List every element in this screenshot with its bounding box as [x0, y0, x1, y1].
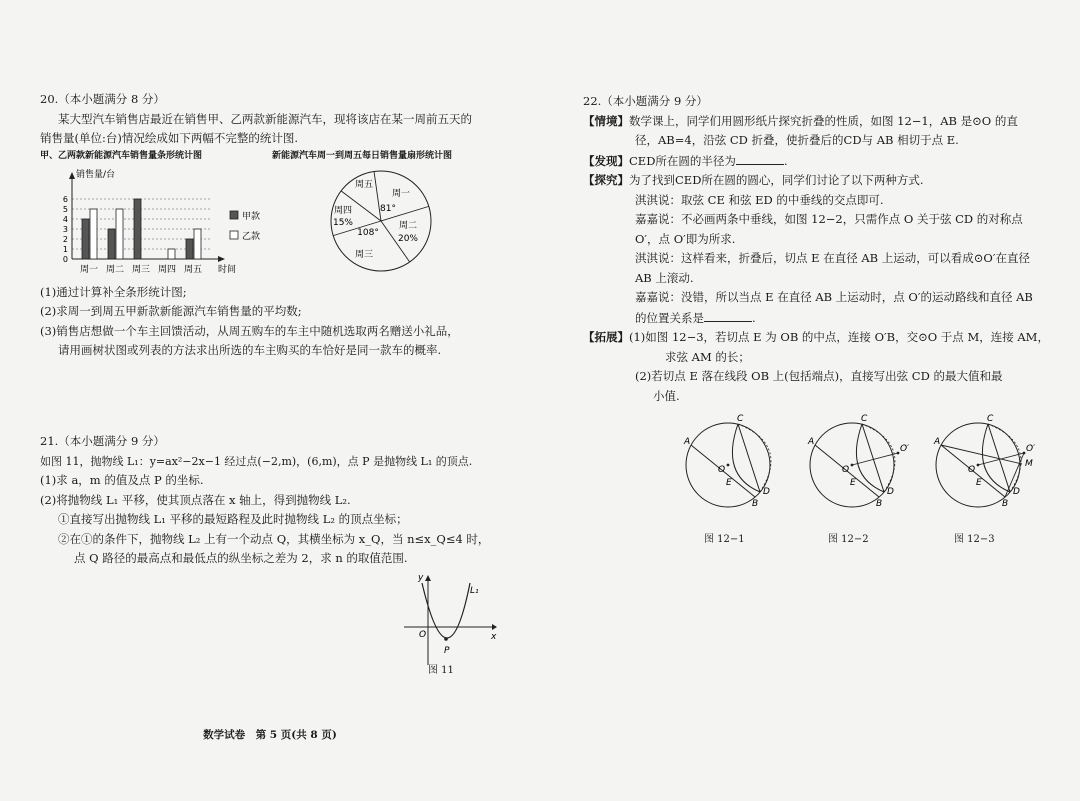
tag-tanjiu: 【探究】	[583, 173, 629, 187]
bar-jia	[134, 199, 141, 259]
tuozhan-line2a: (2)若切点 E 落在线段 OB 上(包括端点)，直接写出弦 CD 的最大值和最	[635, 369, 1003, 383]
y-axis-title: 销售量/台	[76, 169, 116, 180]
pie-label: 20%	[397, 233, 419, 244]
q20-stem-line1: 某大型汽车销售店最近在销售甲、乙两款新能源汽车，现将该店在某一周前五天的	[58, 111, 472, 126]
pie-chart	[326, 165, 436, 277]
jiajia-line2a: 嘉嘉说：没错，所以当点 E 在直径 AB 上运动时，点 O′的运动路线和直径 AB	[635, 290, 1033, 304]
y-tick-label: 3	[62, 224, 68, 234]
y-tick-label: 4	[62, 214, 68, 224]
figure-11-caption: 图 11	[428, 664, 454, 676]
point-label: D	[763, 487, 770, 497]
pie-label: 108°	[357, 227, 379, 238]
q20-sub2: (2)求周一到周五甲新款新能源汽车销售量的平均数;	[40, 304, 302, 318]
pie-label: 周一	[391, 188, 411, 199]
q20-sub1: (1)通过计算补全条形统计图;	[40, 284, 187, 299]
point-label: O′	[1026, 444, 1036, 454]
q20-stem-line2: 销售量(单位:台)情况绘成如下两幅不完整的统计图.	[40, 131, 299, 145]
figure-12-caption: 图 12−2	[828, 534, 869, 545]
bar-yi	[194, 229, 201, 259]
pie-label: 周二	[398, 220, 418, 231]
point-label: B	[876, 499, 883, 509]
pie-chart-title: 新能源汽车周一到周五每日销售量扇形统计图	[272, 150, 453, 161]
pie-label: 周四	[333, 205, 353, 216]
pie-label: 周三	[354, 249, 374, 260]
point-label: O	[968, 465, 976, 475]
bar-chart-title: 甲、乙两款新能源汽车销售量条形统计图	[40, 150, 203, 161]
point-label: E	[726, 478, 732, 488]
qingjing-line1: 数学课上，同学们用圆形纸片探究折叠的性质，如图 12−1，AB 是⊙O 的直	[629, 113, 1018, 128]
tag-tuozhan: 【拓展】	[583, 330, 629, 344]
bar-yi	[116, 209, 123, 259]
q21-sub2a: ①直接写出抛物线 L₁ 平移的最短路程及此时抛物线 L₂ 的顶点坐标；	[58, 512, 408, 526]
x-tick-label: 周四	[157, 264, 177, 275]
point-label: A	[808, 437, 815, 447]
figure-12-caption: 图 12−1	[704, 534, 745, 545]
jiajia-line2b: 的位置关系是	[635, 310, 704, 325]
q20-sub3a: (3)销售店想做一个车主回馈活动，从周五购车的车主中随机选取两名赠送小礼品，	[40, 323, 459, 338]
jiajia-line1b: O′，点 O′即为所求.	[635, 231, 736, 246]
y-tick-label: 6	[62, 194, 68, 204]
point-label: C	[861, 414, 868, 424]
bar-chart	[48, 169, 268, 281]
y-tick-label: 2	[62, 234, 68, 244]
page-footer: 数学试卷 第 5 页(共 8 页)	[203, 729, 337, 741]
y-tick-label: 0	[62, 254, 68, 264]
jiajia-line1a: 嘉嘉说：不必画两条中垂线，如图 12−2，只需作点 O 关于弦 CD 的对称点	[635, 212, 1023, 226]
bar-jia	[186, 239, 193, 259]
x-tick-label: 周一	[79, 264, 99, 275]
point-label: B	[1002, 499, 1009, 509]
y-tick-label: 5	[62, 204, 68, 214]
point-label: O	[842, 465, 850, 475]
point-label: O′	[900, 444, 910, 454]
circle-fold-figure	[676, 410, 796, 510]
q20-sub3b: 请用画树状图或列表的方法求出所选的车主购买的车恰好是同一款车的概率.	[58, 343, 442, 357]
q22-header: 22.（本小题满分 9 分）	[583, 94, 708, 108]
parabola-figure	[400, 573, 500, 669]
y-axis-label: y	[418, 572, 424, 583]
question-21	[40, 432, 510, 679]
q20-header: 20.（本小题满分 8 分）	[40, 92, 165, 106]
pie-label: 81°	[380, 203, 396, 214]
faxian-text: CED所在圆的半径为	[629, 153, 736, 168]
pie-label: 15%	[332, 217, 354, 228]
y-axis-arrow	[69, 172, 75, 179]
origin-label: O	[419, 629, 427, 640]
point-label: E	[850, 478, 856, 488]
tag-faxian: 【发现】	[583, 153, 629, 168]
question-20	[40, 90, 510, 361]
q21-sub2b-line1: ②在①的条件下，抛物线 L₂ 上有一个动点 Q，其横坐标为 x_Q，当 n≤x_Q≤4 时，	[58, 531, 490, 546]
legend-swatch	[230, 231, 238, 239]
figure-12-caption: 图 12−3	[954, 534, 995, 545]
q21-sub2b-line2: 点 Q 路径的最高点和最低点的纵坐标之差为 2，求 n 的取值范围.	[74, 551, 408, 565]
point-label: A	[684, 437, 691, 447]
tuozhan-line1b: 求弦 AM 的长；	[665, 349, 750, 364]
tanjiu-line1: 为了找到CED所在圆的圆心，同学们讨论了以下两种方式.	[629, 173, 924, 187]
point-label: A	[934, 437, 941, 447]
point-label: D	[1013, 487, 1020, 497]
x-tick-label: 周五	[183, 264, 203, 275]
tag-qingjing: 【情境】	[583, 113, 629, 128]
point-label: E	[976, 478, 982, 488]
q21-sub2: (2)将抛物线 L₁ 平移，使其顶点落在 x 轴上，得到抛物线 L₂.	[40, 492, 351, 507]
bar-yi	[90, 209, 97, 259]
q20-figures	[40, 149, 510, 283]
pie-label: 周五	[354, 179, 374, 190]
point-label: C	[737, 414, 744, 424]
x-axis-label: x	[491, 631, 497, 642]
q21-header: 21.（本小题满分 9 分）	[40, 434, 165, 448]
bar-jia	[82, 219, 89, 259]
y-tick-label: 1	[62, 244, 68, 254]
legend-label: 乙款	[242, 231, 261, 242]
circle-fold-figure	[926, 410, 1046, 510]
x-axis-arrow	[218, 256, 225, 262]
faxian-answer-blank	[736, 151, 784, 165]
legend-label: 甲款	[242, 211, 261, 222]
figure-11	[40, 569, 510, 679]
curve-l1-label: L₁	[470, 585, 479, 596]
qiqi-line2b: AB 上滚动.	[635, 270, 694, 285]
position-answer-blank	[704, 308, 752, 322]
qiqi-line1: 淇淇说：取弦 CE 和弦 ED 的中垂线的交点即可.	[635, 192, 884, 207]
q21-sub1: (1)求 a，m 的值及点 P 的坐标.	[40, 473, 204, 487]
bar-jia	[108, 229, 115, 259]
point-label: B	[752, 499, 759, 509]
x-tick-label: 周三	[131, 264, 151, 275]
point-label: D	[887, 487, 894, 497]
center-o	[727, 464, 730, 467]
tuozhan-line1a: (1)如图 12−3，若切点 E 为 OB 的中点，连接 O′B，交⊙O 于点 M，连接 AM，	[629, 330, 1049, 344]
bar-yi	[168, 249, 175, 259]
circle-fold-figure	[800, 410, 920, 510]
q21-stem: 如图 11，抛物线 L₁：y=ax²−2x−1 经过点(−2,m)，(6,m)，点 P 是抛物线 L₁ 的顶点.	[40, 454, 473, 468]
point-label: O	[718, 465, 726, 475]
question-22: 22.（本小题满分 9 分） 【情境】数学课上，同学们用圆形纸片探究折叠的性质，如图 12−1，AB 是⊙O 的直 径，AB=4，沿弦 CD 折叠，使折叠后的CD与 AB 相切于点 E. 【发现】CED所在圆的半径为 . 【探究】为了找到CED所在圆的圆心，同学们讨论了以下两种方式. 淇淇说：取弦 CE 和弦 ED 的中垂线的交点即可. 嘉嘉说：不必画两条中垂线，如图 12−2，只需作点 O 关于弦 CD 的对称点 O′，点 O′即为所求. 淇淇说：这样看来，折叠后，切点 E 在直径 AB 上运动，可以看成⊙O′在直径 AB 上滚动. 嘉嘉说：没错，所以当点 E 在直径 AB 上运动时，点 O′的运动路线和直径 AB 的位置关系是 . 【拓展】(1)如图 12−3，若切点 E 为 OB 的中点，连接 O′B，交⊙O 于点 M，连接 AM， 求弦 AM 的长； (2)若切点 E 落在线段 OB 上(包括端点)，直接写出弦 CD 的最大值和最 小值.	[583, 92, 1048, 406]
x-tick-label: 周二	[105, 264, 125, 275]
qingjing-line2: 径，AB=4，沿弦 CD 折叠，使折叠后的CD与 AB 相切于点 E.	[635, 133, 959, 147]
point-label: M	[1025, 459, 1033, 469]
qiqi-line2a: 淇淇说：这样看来，折叠后，切点 E 在直径 AB 上运动，可以看成⊙O′在直径	[635, 251, 1030, 265]
point-label: C	[987, 414, 994, 424]
tuozhan-line2b: 小值.	[653, 388, 680, 403]
vertex-p-label: P	[444, 645, 450, 656]
legend-swatch	[230, 211, 238, 219]
x-axis-title: 时间	[218, 264, 237, 275]
